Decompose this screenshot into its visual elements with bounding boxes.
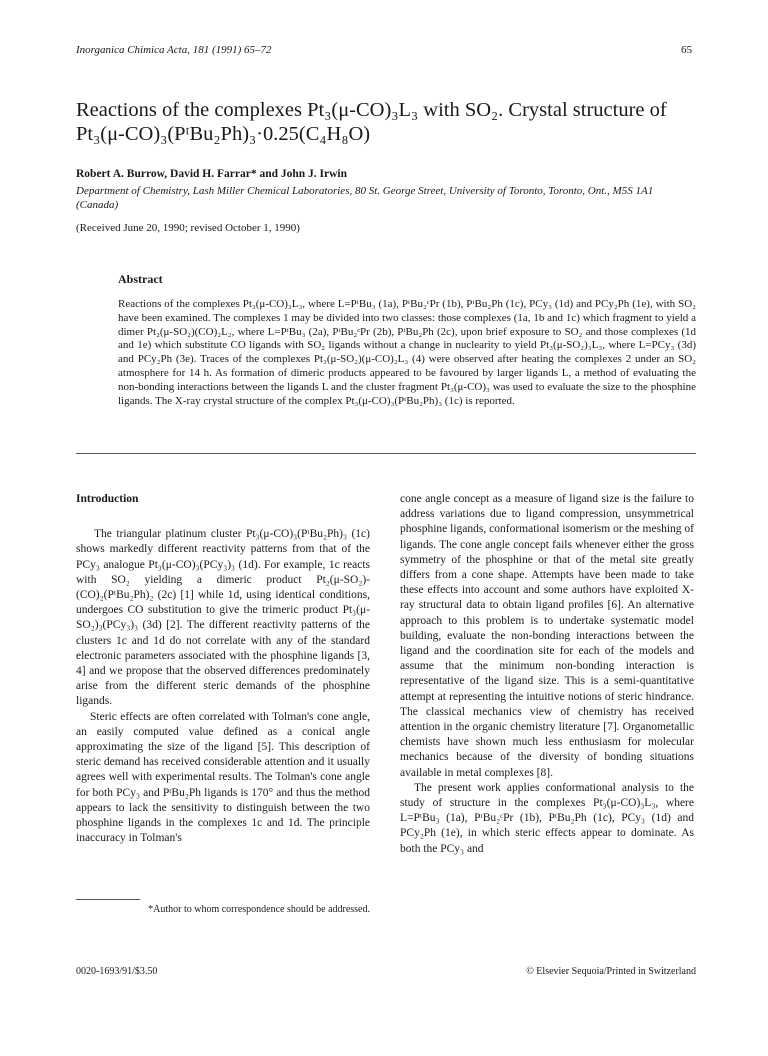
body-paragraph: The present work applies conformational analysis to the study of structure in the complexes Pt₃(μ-CO)₃L₃, where L=PᵗBu₃ (1a), PᵗBu₂ᶜPr (1b), PᵗBu₂Ph (1c), PCy₃ (1d) and PCy₂Ph (1e), in which steric effects appear to dominate. As both the PCy₃ and [400, 781, 694, 855]
abstract-heading: Abstract [118, 272, 163, 286]
journal-citation: Inorganica Chimica Acta, 181 (1991) 65–72 [76, 44, 272, 56]
article-title: Reactions of the complexes Pt₃(μ-CO)₃L₃ with SO₂. Crystal structure of Pt₃(μ-CO)₃(PᵗBu₂Ph)₃·0.25(C₄H₈O) [76, 99, 667, 145]
page-number: 65 [681, 44, 692, 56]
footnote-rule [76, 899, 140, 900]
section-heading-introduction: Introduction [76, 493, 139, 505]
body-paragraph: Steric effects are often correlated with Tolman's cone angle, an easily computed value defined as a conical angle approximating the size of the ligand [5]. This description of steric demand has received considerable attention and it usually agrees well with experimental results. The Tolman's cone angle for both PCy₃ and PᵗBu₂Ph ligands is 170° and thus the method appears to lack the sensitivity to distinguish between the two phosphine ligands in the complexes 1c and 1d. The principle inaccuracy in Tolman's [76, 710, 370, 845]
body-paragraph: The triangular platinum cluster Pt₃(μ-CO)₃(PᵗBu₂Ph)₃ (1c) shows markedly different reactivity patterns from that of the PCy₃ analogue Pt₃(μ-CO)₃(PCy₃)₃ (1d). For example, 1c reacts with SO₂ yielding a dimeric product Pt₂(μ-SO₂)-(CO)₂(PᵗBu₂Ph)₂ (2c) [1] while 1d, using identical conditions, undergoes CO substitution to give the trimeric product Pt₃(μ-SO₂)₃(PCy₃)₃ (3d) [2]. The different reactivity patterns of the clusters 1c and 1d do not correlate with any of the standard electronic parameters associated with the phosphine ligands [3, 4] and we propose that the observed differences predominately arise from the different steric demands of the phosphine ligands. [76, 528, 370, 708]
received-dates: (Received June 20, 1990; revised October 1, 1990) [76, 222, 300, 234]
footnote: *Author to whom correspondence should be addressed. [148, 904, 370, 915]
section-divider [76, 453, 696, 454]
left-column [76, 492, 370, 846]
abstract-text: Reactions of the complexes Pt₃(μ-CO)₃L₃, where L=PᵗBu₃ (1a), PᵗBu₂ᶜPr (1b), PᵗBu₂Ph (1c), PCy₃ (1d) and PCy₂Ph (1e), with SO₂ have been examined. The complexes 1 may be divided into two classes: those complexes (1a, 1b and 1c) which fragment to yield a dimer Pt₂(μ-SO₂)(CO)₂L₂, where L=PᵗBu₃ (2a), PᵗBu₂ᶜPr (2b), PᵗBu₂Ph (2c), upon brief exposure to SO₂ and those complexes (1d and 1e) which substitute CO ligands with SO₂ ligands without a change in nuclearity to yield Pt₃(μ-SO₂)₃L₃, where L=PCy₃ (3d) and PCy₂Ph (3e). Traces of the complexes Pt₃(μ-SO₂)(μ-CO)₂L₃ (4) were observed after heating the complexes 2 under an SO₂ atmosphere for 14 h. As formation of dimeric products appeared to be favoured by larger ligands L, a method of evaluating the non-bonding interactions between the ligands L and the cluster fragment Pt₃(μ-CO)₃ was used to evaluate the size to the phosphine ligands. The X-ray crystal structure of the complex Pt₃(μ-CO)₃(PᵗBu₂Ph)₃ (1c) is reported. [118, 298, 696, 407]
body-paragraph: cone angle concept as a measure of ligand size is the failure to address variations due to ligand compression, unsymmetrical phosphine ligands, conformational isomerism or the meshing of ligands. The cone angle concept fails whenever either the gross symmetry of the phosphine or that of the metal site greatly differs from a cone shape. Attempts have been made to take these effects into account and some authors have exploited X-ray structural data to obtain ligand profiles [6]. An alternative approach to this problem is to undertake systematic model building, evaluate the non-bonding interactions between the ligand and the coordination site for each of the models and assume that the minimum non-bonding interaction is representative of the ligand size. This is a semi-quantitative attempt at representing the intuitive notions of steric hindrance. The classical mechanics view of chemistry has received attention in the organic chemistry literature [7]. Organometallic chemists have shown much less enthusiasm for molecular mechanics because of the diversity of bonding situations available in metal complexes [8]. [400, 493, 694, 779]
article-code: 0020-1693/91/$3.50 [76, 966, 158, 977]
author-list: Robert A. Burrow, David H. Farrar* and John J. Irwin [76, 168, 348, 180]
author-affiliation: Department of Chemistry, Lash Miller Chemical Laboratories, 80 St. George Street, University of Toronto, Toronto, Ont., M5S 1A1 (Canada) [76, 185, 654, 211]
publisher-line: © Elsevier Sequoia/Printed in Switzerland [526, 966, 696, 977]
right-column [400, 492, 694, 857]
